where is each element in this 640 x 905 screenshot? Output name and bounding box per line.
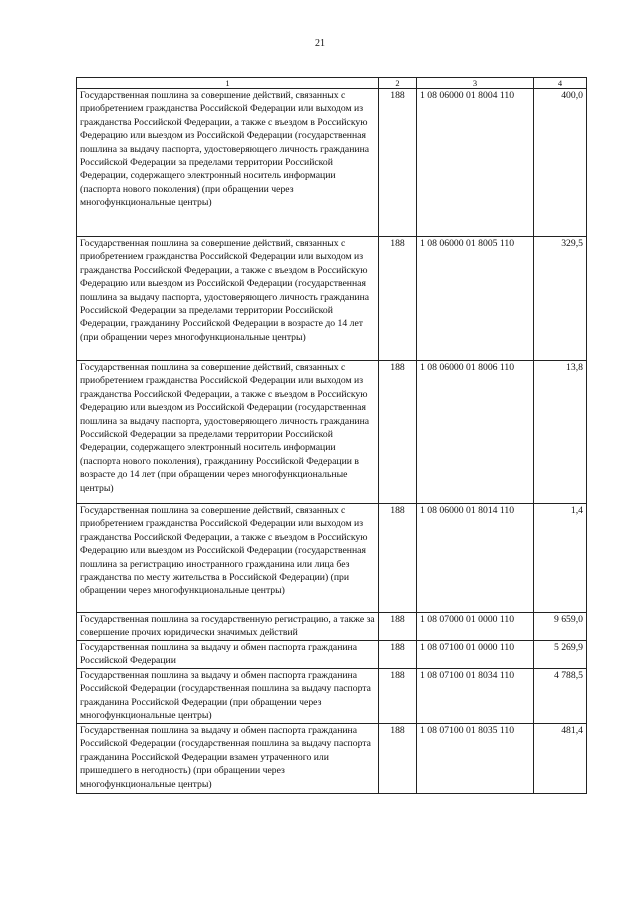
- kbk-code-cell: 1 08 07100 01 8035 110: [417, 724, 534, 794]
- table-row: [77, 641, 587, 669]
- revenue-name-cell: Государственная пошлина за совершение действий, связанных с приобретением гражданства Российской Федерации или выходом из гражданства Российской Федерации, а также с въездом в Российскую Федерацию или выездом из Российской Федерации (государственная пошлина за регистрацию иностранного гражданина или лица без гражданства по месту жительства в Российской Федерации) (при обращении через многофункциональные центры): [77, 504, 379, 613]
- admin-code-cell: 188: [379, 724, 417, 794]
- amount-cell: 13,8: [534, 361, 587, 504]
- table-row: [77, 237, 587, 361]
- revenue-name-cell: Государственная пошлина за выдачу и обмен паспорта гражданина Российской Федерации (государственная пошлина за выдачу паспорта гражданина Российской Федерации взамен утраченного или пришедшего в негодность) (при обращении через многофункциональные центры): [77, 724, 379, 794]
- table-row: [77, 89, 587, 237]
- admin-code-cell: 188: [379, 613, 417, 641]
- column-header-sum: 4: [534, 78, 587, 89]
- table-row: [77, 669, 587, 724]
- kbk-code-cell: 1 08 06000 01 8014 110: [417, 504, 534, 613]
- amount-cell: 5 269,9: [534, 641, 587, 669]
- amount-cell: 400,0: [534, 89, 587, 237]
- amount-cell: 329,5: [534, 237, 587, 361]
- amount-cell: 481,4: [534, 724, 587, 794]
- admin-code-cell: 188: [379, 237, 417, 361]
- table-row: [77, 361, 587, 504]
- column-header-name: 1: [77, 78, 379, 89]
- kbk-code-cell: 1 08 06000 01 8006 110: [417, 361, 534, 504]
- revenue-name-cell: Государственная пошлина за совершение действий, связанных с приобретением гражданства Российской Федерации или выходом из гражданства Российской Федерации, а также с въездом в Российскую Федерацию или выездом из Российской Федерации (государственная пошлина за выдачу паспорта, удостоверяющего личность гражданина Российской Федерации за пределами территории Российской Федерации, гражданину Российской Федерации в возрасте до 14 лет (при обращении через многофункциональные центры): [77, 237, 379, 361]
- revenue-name-cell: Государственная пошлина за государственную регистрацию, а также за совершение прочих юридически значимых действий: [77, 613, 379, 641]
- table-header-row: [77, 78, 587, 89]
- table-row: [77, 724, 587, 794]
- amount-cell: 4 788,5: [534, 669, 587, 724]
- kbk-code-cell: 1 08 06000 01 8005 110: [417, 237, 534, 361]
- admin-code-cell: 188: [379, 641, 417, 669]
- revenue-name-cell: Государственная пошлина за выдачу и обмен паспорта гражданина Российской Федерации: [77, 641, 379, 669]
- amount-cell: 1,4: [534, 504, 587, 613]
- admin-code-cell: 188: [379, 669, 417, 724]
- admin-code-cell: 188: [379, 361, 417, 504]
- table-row: [77, 504, 587, 613]
- table-row: [77, 613, 587, 641]
- revenue-name-cell: Государственная пошлина за совершение действий, связанных с приобретением гражданства Российской Федерации или выходом из гражданства Российской Федерации, а также с въездом в Российскую Федерацию или выездом из Российской Федерации (государственная пошлина за выдачу паспорта, удостоверяющего личность гражданина Российской Федерации за пределами территории Российской Федерации, содержащего электронный носитель информации (паспорта нового поколения), гражданину Российской Федерации в возрасте до 14 лет (при обращении через многофункциональные центры): [77, 361, 379, 504]
- amount-cell: 9 659,0: [534, 613, 587, 641]
- revenue-name-cell: Государственная пошлина за выдачу и обмен паспорта гражданина Российской Федерации (государственная пошлина за выдачу паспорта гражданина Российской Федерации (при обращении через многофункциональные центры): [77, 669, 379, 724]
- column-header-code: 3: [417, 78, 534, 89]
- page-number: 21: [315, 38, 325, 49]
- kbk-code-cell: 1 08 06000 01 8004 110: [417, 89, 534, 237]
- budget-revenue-table: [76, 77, 587, 794]
- admin-code-cell: 188: [379, 89, 417, 237]
- column-header-admin: 2: [379, 78, 417, 89]
- kbk-code-cell: 1 08 07100 01 0000 110: [417, 641, 534, 669]
- kbk-code-cell: 1 08 07100 01 8034 110: [417, 669, 534, 724]
- admin-code-cell: 188: [379, 504, 417, 613]
- kbk-code-cell: 1 08 07000 01 0000 110: [417, 613, 534, 641]
- revenue-name-cell: Государственная пошлина за совершение действий, связанных с приобретением гражданства Российской Федерации или выходом из гражданства Российской Федерации, а также с въездом в Российскую Федерацию или выездом из Российской Федерации (государственная пошлина за выдачу паспорта, удостоверяющего личность гражданина Российской Федерации за пределами территории Российской Федерации, содержащего электронный носитель информации (паспорта нового поколения) (при обращении через многофункциональные центры): [77, 89, 379, 237]
